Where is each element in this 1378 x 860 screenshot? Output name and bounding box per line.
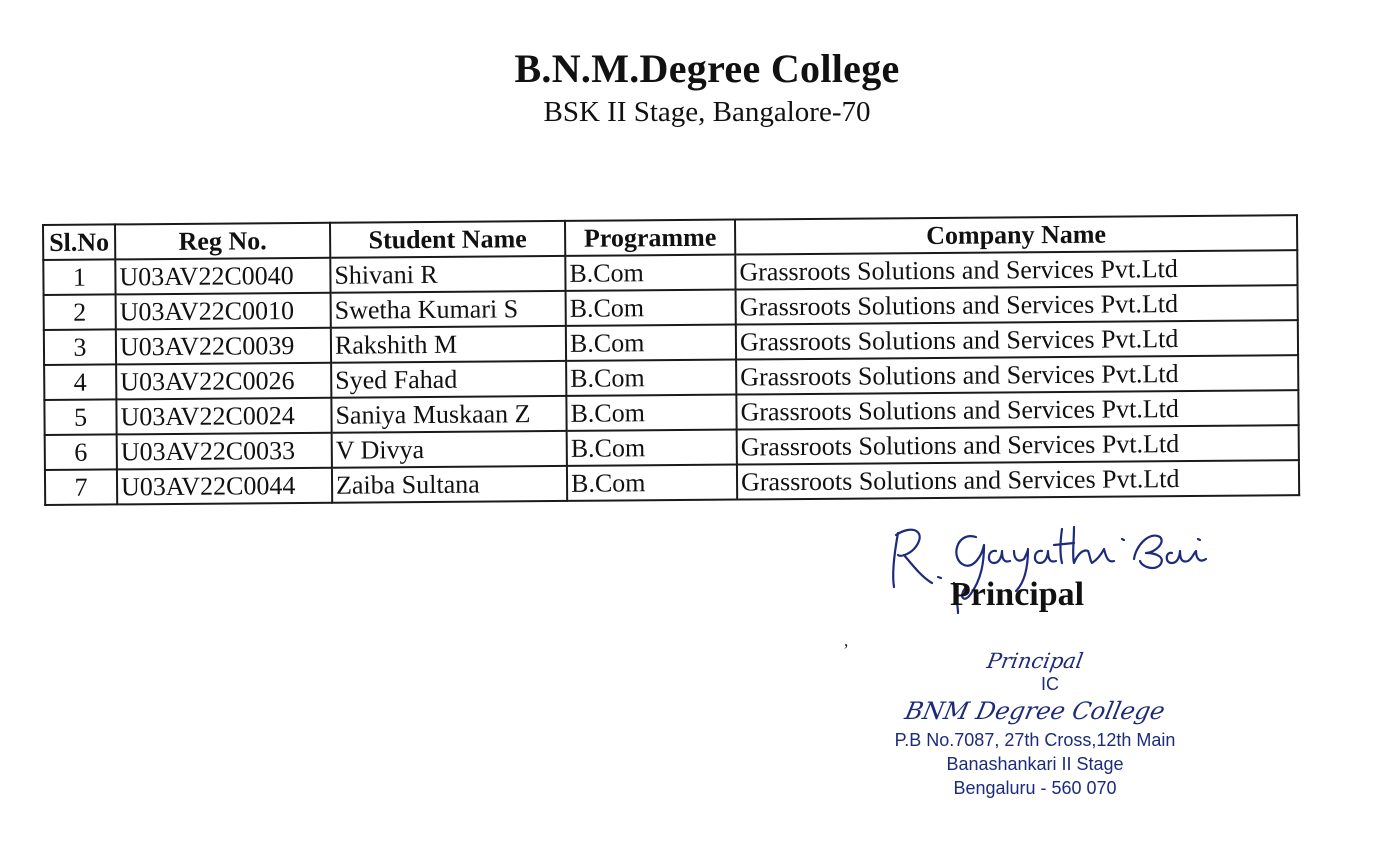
stamp-college-name: BNM Degree College <box>902 697 1168 725</box>
college-address: BSK II Stage, Bangalore-70 <box>543 96 871 128</box>
cell-student-name: Saniya Muskaan Z <box>331 396 566 433</box>
cell-sl-no: 3 <box>44 329 116 365</box>
cell-company-name: Grassroots Solutions and Services Pvt.Ltd <box>735 250 1297 289</box>
cell-sl-no: 1 <box>43 259 115 295</box>
cell-reg-no: U03AV22C0010 <box>116 293 331 330</box>
cell-sl-no: 7 <box>45 469 117 505</box>
cell-reg-no: U03AV22C0040 <box>115 258 330 295</box>
column-header-sl-no: Sl.No <box>43 224 115 260</box>
placement-table <box>42 214 1300 506</box>
cell-reg-no: U03AV22C0026 <box>116 363 331 400</box>
cell-student-name: Rakshith M <box>331 326 566 363</box>
cell-company-name: Grassroots Solutions and Services Pvt.Ltd <box>736 285 1298 324</box>
cell-reg-no: U03AV22C0039 <box>116 328 331 365</box>
column-header-student-name: Student Name <box>330 221 565 258</box>
stamp-address-line-1: P.B No.7087, 27th Cross,12th Main <box>894 730 1176 750</box>
cell-sl-no: 6 <box>45 434 117 470</box>
cell-reg-no: U03AV22C0033 <box>117 433 332 470</box>
college-name: B.N.M.Degree College <box>514 46 900 91</box>
cell-programme: B.Com <box>566 360 736 396</box>
cell-student-name: Swetha Kumari S <box>331 291 566 328</box>
cell-company-name: Grassroots Solutions and Services Pvt.Ltd <box>737 425 1299 464</box>
cell-programme: B.Com <box>566 325 736 361</box>
letterhead <box>0 44 1378 130</box>
cell-student-name: V Divya <box>332 431 567 468</box>
cell-company-name: Grassroots Solutions and Services Pvt.Ltd <box>736 390 1298 429</box>
cell-student-name: Shivani R <box>330 256 565 293</box>
principal-label: Principal <box>950 576 1085 613</box>
column-header-programme: Programme <box>565 220 735 256</box>
ink-mark: ʼ <box>843 640 849 660</box>
column-header-company-name: Company Name <box>735 215 1297 254</box>
cell-student-name: Syed Fahad <box>331 361 566 398</box>
cell-programme: B.Com <box>567 465 737 501</box>
cell-programme: B.Com <box>566 395 736 431</box>
cell-programme: B.Com <box>567 430 737 466</box>
stamp-address-line-2: Banashankari II Stage <box>946 754 1124 774</box>
stamp-address-line-3: Bengaluru - 560 070 <box>953 778 1117 798</box>
cell-sl-no: 4 <box>44 364 116 400</box>
cell-company-name: Grassroots Solutions and Services Pvt.Ltd <box>736 320 1298 359</box>
cell-reg-no: U03AV22C0024 <box>116 398 331 435</box>
cell-programme: B.Com <box>566 290 736 326</box>
stamp-ic: IC <box>1041 674 1059 694</box>
cell-sl-no: 5 <box>44 399 116 435</box>
principal-stamp <box>880 648 1190 800</box>
cell-student-name: Zaiba Sultana <box>332 466 567 503</box>
cell-company-name: Grassroots Solutions and Services Pvt.Ltd <box>736 355 1298 394</box>
cell-reg-no: U03AV22C0044 <box>117 468 332 505</box>
cell-programme: B.Com <box>565 255 735 291</box>
cell-company-name: Grassroots Solutions and Services Pvt.Ltd <box>737 460 1299 499</box>
cell-sl-no: 2 <box>44 294 116 330</box>
column-header-reg-no: Reg No. <box>115 223 330 260</box>
stamp-title: Principal <box>985 649 1085 673</box>
